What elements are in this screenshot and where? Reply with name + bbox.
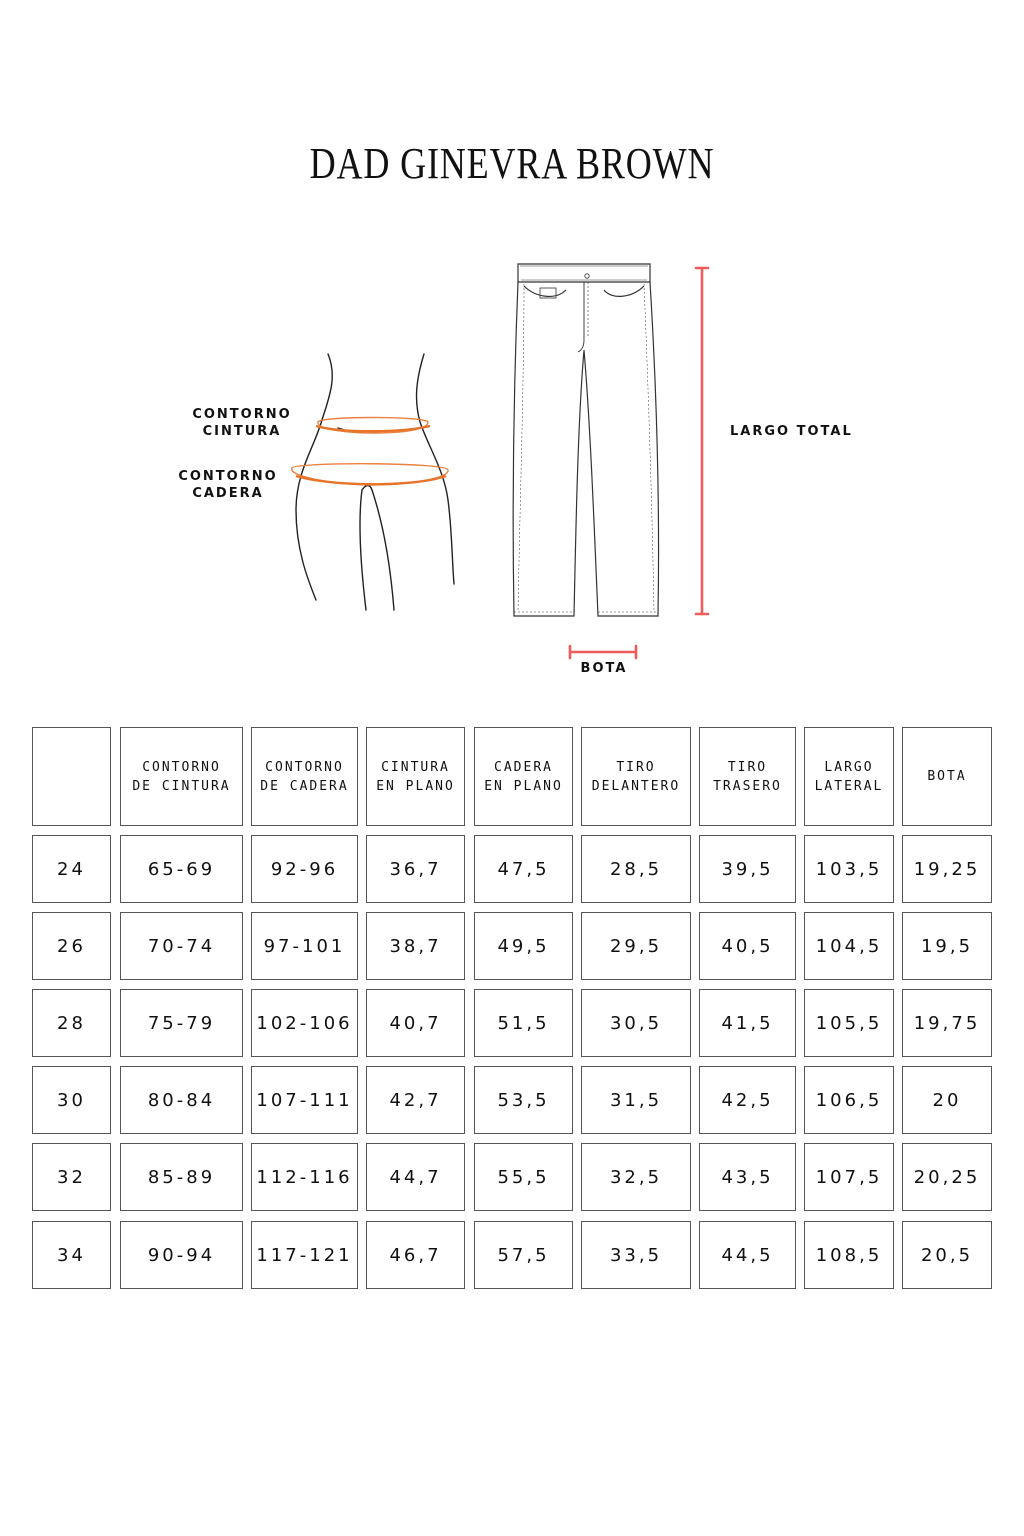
cell-text: 34 (57, 1244, 86, 1266)
cell-text: BOTA (927, 769, 967, 784)
size-cell (32, 835, 111, 903)
table-header-cell (902, 727, 992, 826)
table-cell (581, 1066, 691, 1134)
cell-text: 43,5 (721, 1166, 774, 1188)
table-cell (902, 1066, 992, 1134)
table-header-cell (120, 727, 243, 826)
cell-text: 42,5 (721, 1089, 774, 1111)
cell-text: 24 (57, 858, 86, 880)
cell-text: 19,5 (920, 935, 974, 957)
table-cell (120, 1143, 243, 1211)
table-cell (366, 1143, 465, 1211)
table-cell (804, 835, 894, 903)
size-cell (32, 1066, 111, 1134)
table-cell (366, 989, 465, 1057)
table-cell (366, 1221, 465, 1289)
cell-text: 30 (57, 1089, 86, 1111)
cell-text: 20 (932, 1089, 962, 1111)
bota-label: BOTA (580, 661, 628, 676)
table-cell (474, 989, 573, 1057)
cell-text: TIRO TRASERO (713, 759, 782, 794)
cell-text: 20,25 (913, 1166, 981, 1188)
table-cell (251, 1143, 358, 1211)
cell-text: 117-121 (256, 1244, 353, 1266)
cell-text: 41,5 (721, 1012, 774, 1034)
cell-text: 26 (57, 935, 86, 957)
cell-text: 107,5 (815, 1166, 883, 1188)
cell-text: TIRO DELANTERO (591, 759, 681, 794)
table-cell (120, 835, 243, 903)
cell-text: 31,5 (609, 1089, 663, 1111)
cell-text: 32,5 (609, 1166, 663, 1188)
cell-text: 102-106 (256, 1012, 353, 1034)
cell-text: 46,7 (389, 1244, 442, 1266)
cell-text: 85-89 (147, 1166, 216, 1188)
table-header-cell (699, 727, 796, 826)
table-header-cell (32, 727, 111, 826)
table-cell (474, 1066, 573, 1134)
cell-text: 49,5 (497, 935, 550, 957)
cell-text: 92-96 (270, 858, 339, 880)
cell-text: 28,5 (609, 858, 663, 880)
table-cell (699, 1066, 796, 1134)
table-header-cell (366, 727, 465, 826)
cell-text: 75-79 (147, 1012, 216, 1034)
table-cell (902, 1143, 992, 1211)
table-cell (804, 1143, 894, 1211)
cell-text: CINTURA EN PLANO (376, 759, 455, 794)
table-header-cell (474, 727, 573, 826)
table-cell (474, 835, 573, 903)
cell-text: 90-94 (147, 1244, 216, 1266)
cell-text: 42,7 (389, 1089, 442, 1111)
table-cell (474, 1143, 573, 1211)
table-header-cell (804, 727, 894, 826)
cell-text: 30,5 (609, 1012, 663, 1034)
table-cell (699, 912, 796, 980)
largo-total-marker (696, 268, 708, 614)
table-cell (251, 835, 358, 903)
cell-text: 32 (57, 1166, 86, 1188)
table-cell (120, 1221, 243, 1289)
table-cell (581, 989, 691, 1057)
table-cell (581, 1221, 691, 1289)
cell-text: 20,5 (920, 1244, 974, 1266)
measurement-illustration (0, 0, 1024, 700)
cell-text: 106,5 (815, 1089, 883, 1111)
cell-text: 47,5 (497, 858, 550, 880)
table-cell (251, 1066, 358, 1134)
cell-text: 36,7 (389, 858, 442, 880)
contorno-cintura-label: CONTORNO CINTURA (192, 407, 292, 439)
cell-text: 105,5 (815, 1012, 883, 1034)
page-title: DAD GINEVRA BROWN (309, 139, 715, 188)
cell-text: 53,5 (497, 1089, 550, 1111)
size-cell (32, 1143, 111, 1211)
table-cell (474, 1221, 573, 1289)
cell-text: LARGO LATERAL (814, 759, 884, 794)
table-cell (699, 1221, 796, 1289)
table-cell (251, 989, 358, 1057)
table-cell (902, 912, 992, 980)
table-cell (902, 1221, 992, 1289)
size-cell (32, 1221, 111, 1289)
cell-text: 28 (57, 1012, 86, 1034)
table-cell (251, 912, 358, 980)
largo-total-label: LARGO TOTAL (730, 424, 853, 439)
table-cell (699, 1143, 796, 1211)
cell-text: 70-74 (147, 935, 216, 957)
cell-text: 112-116 (256, 1166, 353, 1188)
table-cell (581, 1143, 691, 1211)
cell-text: 65-69 (147, 858, 216, 880)
cell-text: 104,5 (815, 935, 883, 957)
cell-text: 55,5 (497, 1166, 550, 1188)
cell-text: 19,75 (913, 1012, 981, 1034)
waist-hip-measure-lines (292, 418, 448, 486)
cell-text: 33,5 (609, 1244, 663, 1266)
table-cell (366, 1066, 465, 1134)
table-cell (902, 989, 992, 1057)
table-cell (804, 1221, 894, 1289)
size-cell (32, 912, 111, 980)
cell-text: 80-84 (147, 1089, 216, 1111)
cell-text: CONTORNO DE CADERA (260, 759, 349, 794)
cell-text: 38,7 (389, 935, 442, 957)
jeans-flat-drawing (513, 264, 658, 616)
table-cell (804, 912, 894, 980)
table-cell (120, 1066, 243, 1134)
size-cell (32, 989, 111, 1057)
bota-marker (570, 646, 636, 658)
cell-text: 44,5 (721, 1244, 774, 1266)
cell-text: 19,25 (913, 858, 981, 880)
cell-text: 29,5 (609, 935, 663, 957)
contorno-cadera-label: CONTORNO CADERA (178, 469, 278, 501)
table-header-cell (251, 727, 358, 826)
table-cell (804, 1066, 894, 1134)
cell-text: 40,5 (721, 935, 774, 957)
cell-text: 108,5 (815, 1244, 883, 1266)
table-cell (251, 1221, 358, 1289)
cell-text: 103,5 (815, 858, 883, 880)
cell-text: 40,7 (389, 1012, 442, 1034)
table-cell (581, 912, 691, 980)
table-cell (699, 835, 796, 903)
table-cell (902, 835, 992, 903)
table-cell (366, 912, 465, 980)
table-cell (366, 835, 465, 903)
cell-text: 97-101 (263, 935, 346, 957)
table-cell (699, 989, 796, 1057)
table-cell (120, 912, 243, 980)
cell-text: 39,5 (721, 858, 774, 880)
cell-text: 107-111 (256, 1089, 353, 1111)
cell-text: CADERA EN PLANO (484, 759, 563, 794)
cell-text: 57,5 (497, 1244, 550, 1266)
table-cell (581, 835, 691, 903)
table-cell (474, 912, 573, 980)
cell-text: 51,5 (497, 1012, 550, 1034)
table-header-cell (581, 727, 691, 826)
table-cell (120, 989, 243, 1057)
cell-text: 44,7 (389, 1166, 442, 1188)
cell-text: CONTORNO DE CINTURA (132, 759, 231, 794)
table-cell (804, 989, 894, 1057)
